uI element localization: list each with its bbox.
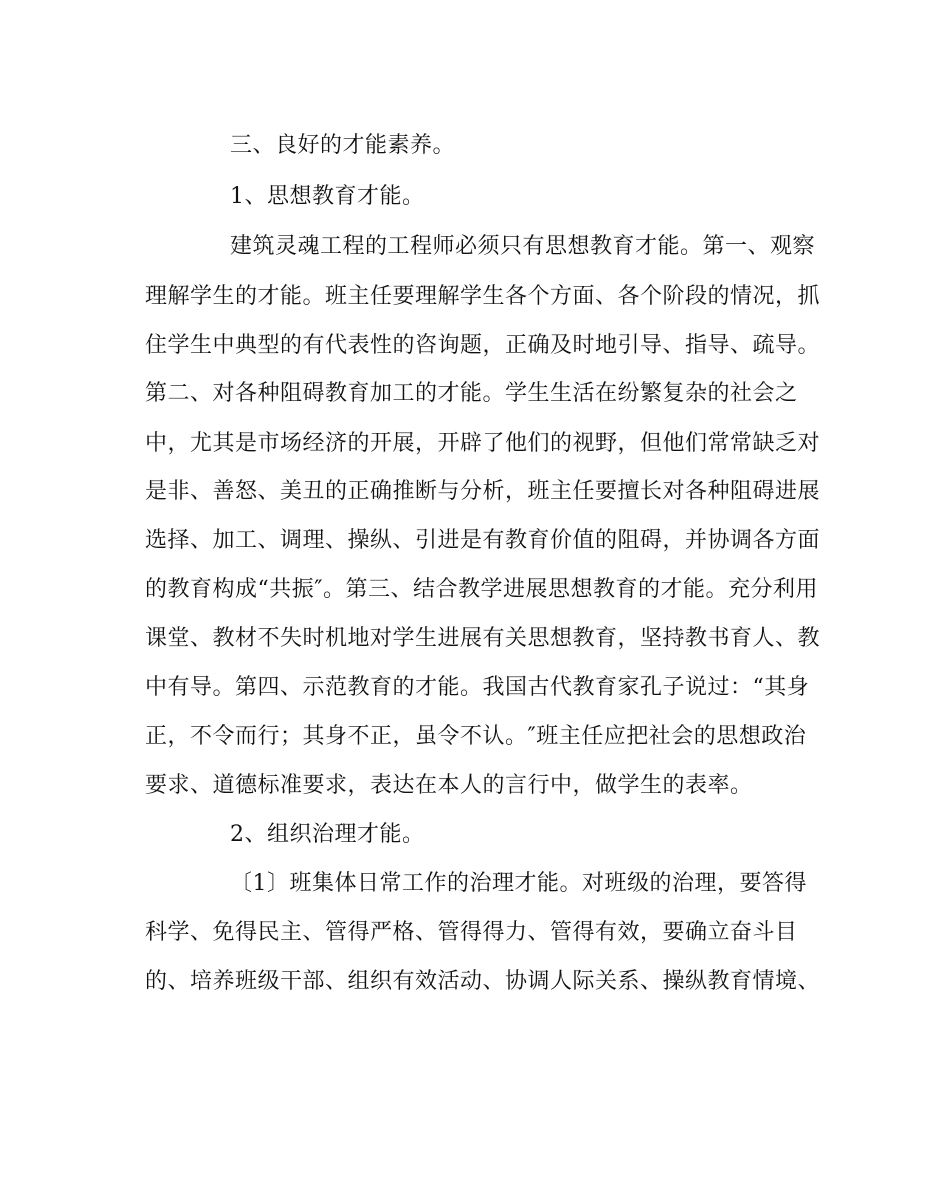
paragraph-line: 住学生中典型的有代表性的咨询题，正确及时地引导、指导、疏导。 — [145, 333, 821, 358]
paragraph-line: 第二、对各种阻碍教育加工的才能。学生生活在纷繁复杂的社会之 — [145, 381, 798, 406]
subheading-organization-management: 2、组织治理才能。 — [230, 822, 425, 847]
paragraph-line: 科学、免得民主、管得严格、管得得力、管得有效，要确立奋斗目 — [145, 920, 798, 945]
paragraph-line: 课堂、教材不失时机地对学生进展有关思想教育，坚持教书育人、教 — [145, 626, 821, 651]
section-heading: 三、良好的才能素养。 — [230, 133, 456, 158]
paragraph-line: 要求、道德标准要求，表达在本人的言行中，做学生的表率。 — [145, 773, 753, 798]
paragraph-line: 正，不令而行；其身不正，虽令不认。″班主任应把社会的思想政治 — [145, 724, 807, 749]
paragraph-line: 中有导。第四、示范教育的才能。我国古代教育家孔子说过：“其身 — [145, 675, 810, 700]
paragraph-line: 理解学生的才能。班主任要理解学生各个方面、各个阶段的情况，抓 — [145, 284, 821, 309]
paragraph-line: 中，尤其是市场经济的开展，开辟了他们的视野，但他们常常缺乏对 — [145, 431, 821, 456]
paragraph-line: 〔1〕班集体日常工作的治理才能。对班级的治理，要答得 — [230, 871, 807, 896]
subheading-thought-education: 1、思想教育才能。 — [230, 184, 425, 209]
paragraph-line: 的、培养班级干部、组织有效活动、协调人际关系、操纵教育情境、 — [145, 969, 821, 994]
paragraph-line: 选择、加工、调理、操纵、引进是有教育价值的阻碍，并协调各方面 — [145, 528, 821, 553]
paragraph-line: 的教育构成“共振″。第三、结合教学进展思想教育的才能。充分利用 — [145, 577, 818, 602]
paragraph-line: 建筑灵魂工程的工程师必须只有思想教育才能。第一、观察 — [230, 234, 816, 259]
paragraph-line: 是非、善怒、美丑的正确推断与分析，班主任要擅长对各种阻碍进展 — [145, 479, 821, 504]
